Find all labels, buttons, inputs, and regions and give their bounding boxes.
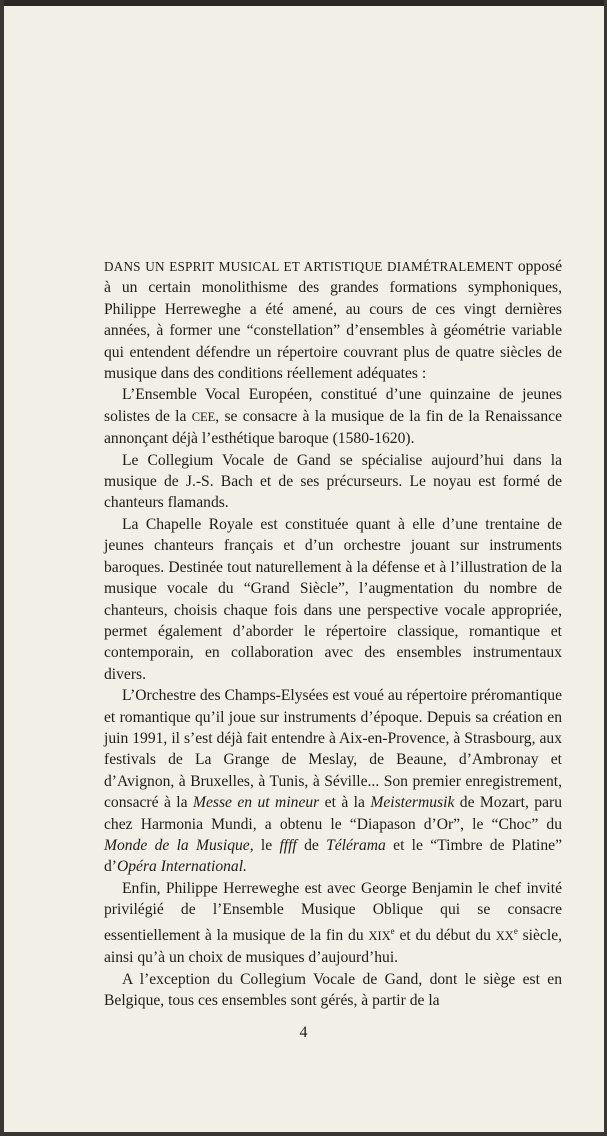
paragraph-2: L’Ensemble Vocal Européen, constitué d’une quinzaine de jeunes solistes de la CEE, se consacre à la musique de la fin de la Renaissance annonçant déjà l’esthétique baroque (1580-1620).: [104, 386, 562, 448]
scan-edge-left: [0, 0, 4, 1136]
scan-edge-bottom: [0, 1132, 607, 1136]
paragraph-4: La Chapelle Royale est constituée quant à elle d’une trentaine de jeunes chanteurs français et d’un orchestre jouant sur instruments baroques. Destinée tout naturellement à la défense et à l’illustration de la musique vocale du “Grand Siècle”, l’augmentation du nombre de chanteurs, choisis chaque fois dans une perspective vocale appropriée, permet également d’aborder le répertoire classique, romantique et contemporain, en collaboration avec des ensembles instrumentaux divers.: [104, 515, 562, 683]
paragraph-7: A l’exception du Collegium Vocale de Gand, dont le siège est en Belgique, tous ces ensembles sont gérés, à partir de la: [104, 970, 562, 1009]
paragraph-6: Enfin, Philippe Herreweghe est avec George Benjamin le chef invité privilégié de l’Ensemble Musique Oblique qui se consacre essentiellement à la musique de la fin du XIXe et du début du XXe siècle, ainsi qu’à un choix de musiques d’aujourd’hui.: [104, 879, 563, 967]
page-number: 4: [299, 1024, 308, 1041]
scan-edge-top: [0, 0, 607, 6]
opening-small-caps: DANS UN ESPRIT MUSICAL ET ARTISTIQUE DIAMÉTRALEMENT: [104, 259, 513, 274]
paragraph-5: L’Orchestre des Champs-Elysées est voué au répertoire préromantique et romantique qu’il joue sur instruments d’époque. Depuis sa création en juin 1991, il s’est déjà fait entendre à Aix-en-Provence, à Strasbourg, aux festivals de La Grange de Meslay, de Beaune, d’Ambronay et d’Avignon, à Bruxelles, à Tunis, à Séville... Son premier enregistrement, consacré à la Messe en ut mineur et à la Meistermusik de Mozart, paru chez Harmonia Mundi, a obtenu le “Diapason d’Or”, le “Choc” du Monde de la Musique, le ffff de Télérama et le “Timbre de Platine” d’Opéra International.: [104, 687, 563, 876]
paragraph-1: DANS UN ESPRIT MUSICAL ET ARTISTIQUE DIAMÉTRALEMENT opposé à un certain monolithisme des grandes formations symphoniques, Philippe Herreweghe a été amené, au cours de ces vingt dernières années, à former une “constellation” d’ensembles à géométrie variable qui entendent défendre un répertoire couvrant plus de quatre siècles de musique dans des conditions réellement adéquates :: [104, 258, 562, 383]
body-text: [104, 256, 562, 1011]
paragraph-3: Le Collegium Vocale de Gand se spécialise aujourd’hui dans la musique de J.-S. Bach et de ses précurseurs. Le noyau est formé de chanteurs flamands.: [104, 451, 562, 512]
